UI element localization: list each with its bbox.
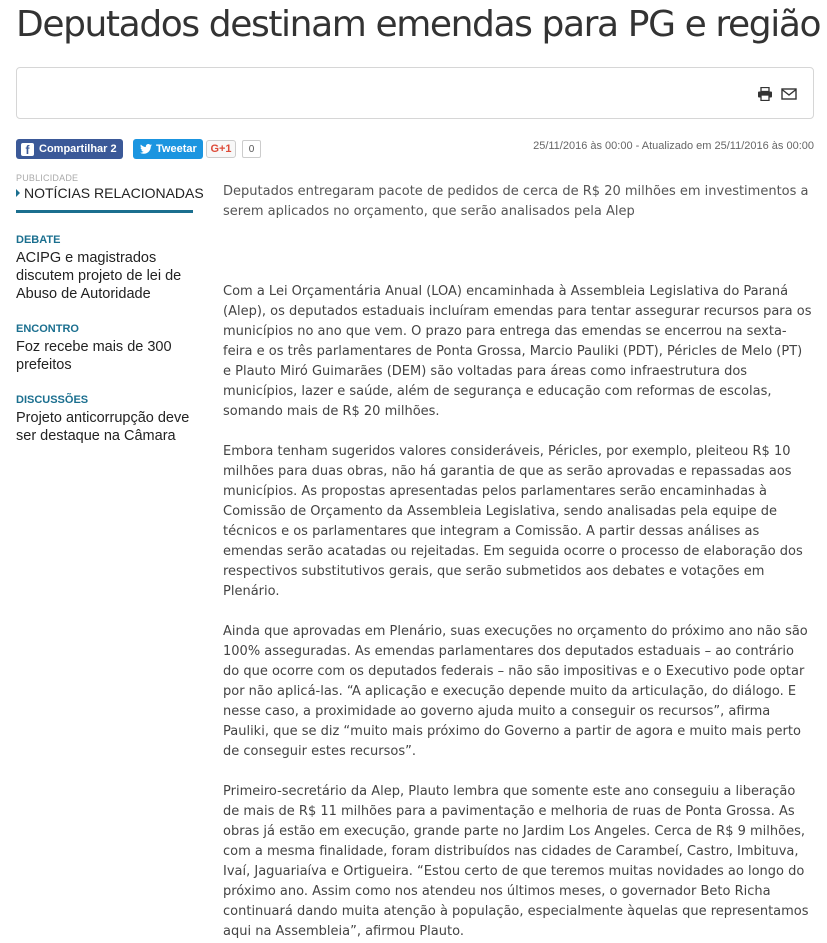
related-item-category: ENCONTRO (16, 323, 79, 335)
article-body (223, 182, 813, 942)
related-item-link[interactable]: Projeto anticorrupção deve ser destaque na Câmara (16, 410, 190, 444)
article-paragraph: Primeiro-secretário da Alep, Plauto lembra que somente este ano conseguiu a liberação de mais de R$ 11 milhões para a pavimentação e melhoria de ruas de Ponta Grossa. As obras já estão em execução, grande parte no Jardim Los Angeles. Cerca de R$ 9 milhões, com a mesma finalidade, foram distribuídos nas cidades de Carambeí, Castro, Imbituva, Ivaí, Jaguariaíva e Ortigueira. “Estou certo de que teremos muitas novidades ao longo do próximo ano. Assim como nos atendeu nos últimos meses, o governador Beto Richa continuará dando muita atenção à população, especialmente àquelas que representamos aqui na Assembleia”, afirmou Plauto. (223, 784, 809, 939)
article-paragraph: Com a Lei Orçamentária Anual (LOA) encaminhada à Assembleia Legislativa do Paraná (Alep), os deputados estaduais incluíram emendas para tentar assegurar recursos para os municípios no ano que vem. O prazo para entrega das emendas se encerrou na sexta-feira e os três parlamentares de Ponta Grossa, Marcio Pauliki (PDT), Péricles de Melo (PT) e Plauto Miró Guimarães (DEM) são voltadas para áreas como infraestrutura dos municípios, lazer e saúde, além de segurança e educação com reformas de escolas, somando mais de R$ 20 milhões. (223, 284, 812, 419)
tweet-label: Tweetar (156, 143, 197, 155)
twitter-icon (140, 144, 152, 154)
facebook-share-button[interactable] (16, 139, 123, 159)
related-item[interactable] (16, 394, 196, 445)
gplus-button[interactable] (206, 140, 236, 158)
facebook-icon: f (21, 143, 34, 156)
facebook-share-label: Compartilhar 2 (39, 143, 117, 155)
related-item-category: DISCUSSÕES (16, 394, 89, 406)
page-title: Deputados destinam emendas para PG e região (16, 4, 821, 45)
related-news-heading (16, 185, 204, 213)
related-item-category: DEBATE (16, 234, 61, 246)
related-item-link[interactable]: ACIPG e magistrados discutem projeto de lei de Abuso de Autoridade (16, 250, 182, 302)
article-paragraph: Embora tenham sugeridos valores consideráveis, Péricles, por exemplo, pleiteou R$ 10 milhões para duas obras, não há garantia de que as serão aprovadas e repassadas aos municípios. As propostas apresentadas pelos parlamentares serão encaminhadas à Comissão de Orçamento da Assembleia Legislativa, sendo analisadas pela equipe de técnicos e os parlamentares que integram a Comissão. A partir dessas análises as emendas serão acatadas ou rejeitadas. Em seguida ocorre o processo de elaboração dos respectivos substitutivos gerais, que serão submetidos aos debates e votações em Plenário. (223, 444, 803, 599)
ad-label: PUBLICIDADE (16, 173, 79, 183)
related-news-title: NOTÍCIAS RELACIONADAS (24, 185, 204, 201)
article-toolbar (16, 67, 814, 119)
mail-icon[interactable] (781, 86, 797, 100)
article-dateline: 25/11/2016 às 00:00 - Atualizado em 25/11/2016 às 00:00 (533, 140, 814, 152)
article-lead: Deputados entregaram pacote de pedidos de cerca de R$ 20 milhões em investimentos a serem aplicados no orçamento, que serão analisados pela Alep (223, 184, 809, 219)
related-item[interactable] (16, 234, 196, 303)
caret-right-icon (16, 189, 20, 197)
gplus-count: 0 (242, 140, 261, 158)
gplus-label: G+1 (210, 143, 232, 155)
related-item[interactable] (16, 323, 196, 374)
tweet-button[interactable] (133, 139, 203, 159)
related-item-link[interactable]: Foz recebe mais de 300 prefeitos (16, 339, 172, 373)
article-paragraph: Ainda que aprovadas em Plenário, suas execuções no orçamento do próximo ano não são 100% asseguradas. As emendas parlamentares dos deputados estaduais – ao contrário do que ocorre com os deputados federais – não são impositivas e o Executivo pode optar por não aplicá-las. “A aplicação e execução depende muito da articulação, do diálogo. E nesse caso, a proximidade ao governo ajuda muito a conseguir os recursos”, afirma Pauliki, que se diz “muito mais próximo do Governo a partir de agora e muito mais perto de conseguir estes recursos”. (223, 624, 808, 759)
print-icon[interactable] (757, 86, 773, 100)
